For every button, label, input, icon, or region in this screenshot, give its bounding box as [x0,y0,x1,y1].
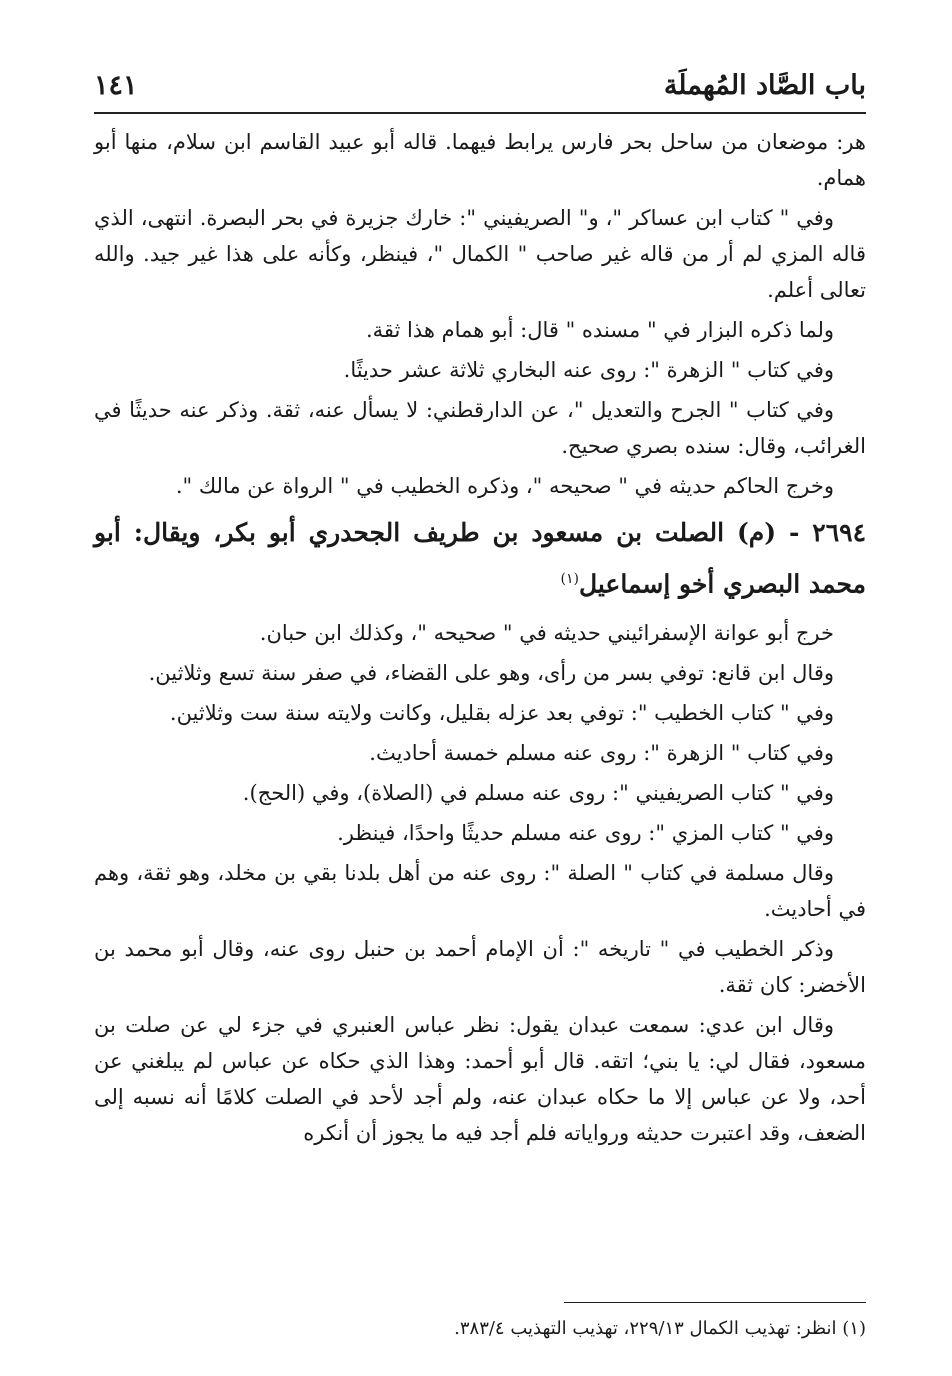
paragraph: وفي " كتاب الصريفيني ": روى عنه مسلم في (الصلاة)، وفي (الحج). [242,781,834,806]
paragraph: وفي " كتاب ابن عساكر "، و" الصريفيني ": خارك جزيرة في بحر البصرة. انتهى، الذي قاله المزي لم أر من قاله غير صاحب " الكمال "، فينظر، وكأنه على هذا غير جيد. والله تعالى أعلم. [94,206,866,302]
page-body [94,124,866,1155]
page-number: ١٤١ [94,70,138,101]
entry-heading-text: ٢٦٩٤ - (م) الصلت بن مسعود بن طريف الجحدري أبو بكر، ويقال: أبو محمد البصري أخو إسماعيل [94,518,866,599]
paragraph: خرج أبو عوانة الإسفرائيني حديثه في " صحيحه "، وكذلك ابن حبان. [259,621,834,646]
footnote: (١) انظر: تهذيب الكمال ٢٢٩/١٣، تهذيب التهذيب ٣٨٣/٤. [454,1318,866,1339]
paragraph: ولما ذكره البزار في " مسنده " قال: أبو همام هذا ثقة. [365,318,834,342]
page-header [94,66,866,116]
paragraph: وقال ابن قانع: توفي بسر من رأى، وهو على القضاء، في صفر سنة تسع وثلاثين. [148,661,834,686]
footnote-ref: (١) [560,571,579,587]
paragraph: هر: موضعان من ساحل بحر فارس يرابط فيهما. قاله أبو عبيد القاسم ابن سلام، منها أبو همام. [94,130,866,190]
paragraph: وفي كتاب " الزهرة ": روى عنه مسلم خمسة أحاديث. [369,741,834,766]
paragraph: وفي كتاب " الجرح والتعديل "، عن الدارقطني: لا يسأل عنه، ثقة. وذكر عنه حديثًا في الغرائب، وقال: سنده بصري صحيح. [94,398,866,458]
paragraph: وفي " كتاب الخطيب ": توفي بعد عزله بقليل، وكانت ولايته سنة ست وثلاثين. [169,701,834,726]
paragraph: وقال ابن عدي: سمعت عبدان يقول: نظر عباس العنبري في جزء لي عن صلت بن مسعود، فقال لي: يا بني؛ اتقه. قال أبو أحمد: وهذا الذي حكاه عن عباس لم يبلغني عن أحد، ولا عن عباس إلا ما حكاه عبدان عنه، ولم أجد لأحد في الصلت كلامًا أنه نسبه إلى الضعف، وقد اعتبرت حديثه ورواياته فلم أجد فيه ما يجوز أن أنكره [94,1013,866,1146]
book-page [94,0,866,1376]
footnote-rule [564,1302,866,1303]
paragraph: وفي كتاب " الزهرة ": روى عنه البخاري ثلاثة عشر حديثًا. [343,358,834,382]
paragraph: وخرج الحاكم حديثه في " صحيحه "، وذكره الخطيب في " الرواة عن مالك ". [175,474,834,498]
paragraph: وقال مسلمة في كتاب " الصلة ": روى عنه من أهل بلدنا بقي بن مخلد، وهو ثقة، وهم في أحاديث. [94,861,866,922]
entry-heading [94,510,866,607]
header-rule [94,112,866,114]
paragraph: وذكر الخطيب في " تاريخه ": أن الإمام أحمد بن حنبل روى عنه، وقال أبو محمد بن الأخضر: كان ثقة. [94,937,866,998]
chapter-title: باب الصَّاد المُهملَة [663,70,866,101]
paragraph: وفي " كتاب المزي ": روى عنه مسلم حديثًا واحدًا، فينظر. [337,821,834,846]
